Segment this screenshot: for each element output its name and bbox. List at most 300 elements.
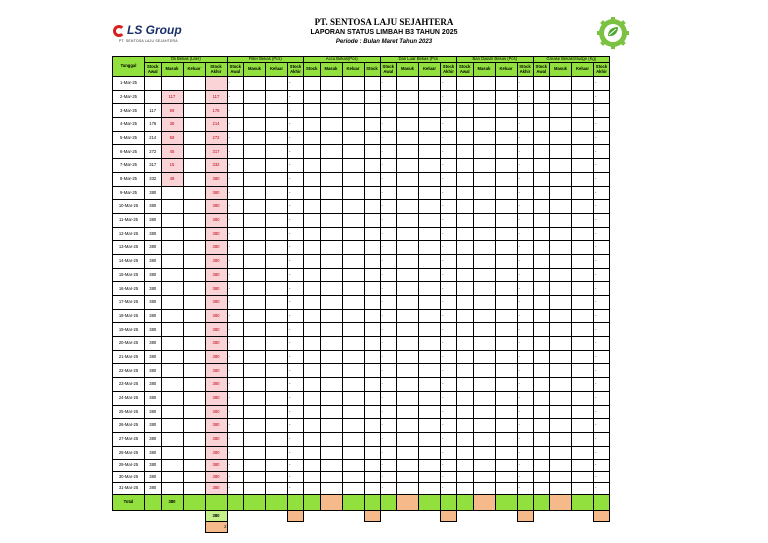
data-cell: - [227,90,244,104]
data-cell [304,131,321,145]
oil-stock-awal-cell: 380 [145,337,162,351]
data-cell: - [227,200,244,214]
data-cell: - [227,296,244,310]
date-cell: 29-Mar-25 [113,460,145,472]
empty-cell [457,510,474,521]
data-cell: - [594,296,610,310]
data-cell: - [441,172,457,186]
data-cell: - [517,296,533,310]
date-cell: 2-Mar-25 [113,90,145,104]
sub-header: Keluar [183,63,205,77]
data-cell: - [594,268,610,282]
table-row [113,104,610,118]
data-cell [419,364,441,378]
data-cell [244,145,266,159]
data-cell [550,309,572,323]
data-cell [397,227,419,241]
data-cell [364,296,380,310]
data-cell [572,378,594,392]
sub-header: Masuk [473,63,495,77]
data-cell: - [288,323,304,337]
oil-masuk-cell: 48 [161,172,183,186]
data-cell [342,131,364,145]
data-cell [304,145,321,159]
data-cell [457,268,474,282]
data-cell [550,77,572,91]
data-cell [572,268,594,282]
data-cell: - [227,145,244,159]
data-cell [320,391,342,405]
data-cell: - [227,432,244,446]
data-cell [397,378,419,392]
data-cell: - [227,227,244,241]
data-cell: - [594,337,610,351]
data-cell: - [288,104,304,118]
data-cell [364,446,380,460]
oil-masuk-cell: 15 [161,159,183,173]
data-cell [419,282,441,296]
data-cell [342,323,364,337]
oil-stock-awal-cell: 317 [145,159,162,173]
data-cell: - [288,186,304,200]
data-cell: - [517,323,533,337]
oil-keluar-cell [183,186,205,200]
data-cell [473,432,495,446]
oil-masuk-cell: 38 [161,118,183,132]
data-cell [572,213,594,227]
oil-stock-akhir-cell: 380 [205,227,227,241]
data-cell [473,419,495,433]
data-cell [244,227,266,241]
data-cell [266,378,288,392]
data-cell [419,460,441,472]
data-cell [320,364,342,378]
data-cell: - [517,172,533,186]
data-cell: - [380,145,397,159]
data-cell [550,213,572,227]
table-row [113,213,610,227]
oil-stock-awal-cell: 380 [145,364,162,378]
data-cell [495,378,517,392]
oil-stock-awal-cell: 380 [145,213,162,227]
data-cell [397,364,419,378]
data-cell [457,254,474,268]
data-cell [244,364,266,378]
sub-header: Stock [304,63,321,77]
table-row [113,432,610,446]
data-cell: - [380,471,397,483]
data-cell [304,378,321,392]
empty-cell [441,510,457,521]
data-cell [397,241,419,255]
data-cell [266,241,288,255]
data-cell: - [288,364,304,378]
data-cell: - [288,483,304,495]
oil-masuk-cell [161,378,183,392]
data-cell [572,145,594,159]
total-masuk-cell: 380 [161,494,183,510]
data-cell [457,159,474,173]
oil-stock-awal-cell: 380 [145,227,162,241]
data-cell [342,254,364,268]
data-cell [495,391,517,405]
data-cell: - [517,254,533,268]
data-cell [364,131,380,145]
oil-masuk-cell: 58 [161,131,183,145]
data-cell [304,432,321,446]
data-cell [572,227,594,241]
data-cell: - [380,350,397,364]
data-cell [342,309,364,323]
empty-cell [364,510,380,521]
sub-header: Stock Akhir [594,63,610,77]
oil-stock-akhir-cell: 380 [205,254,227,268]
sub-header: Stock Awal [457,63,474,77]
data-cell [244,159,266,173]
data-cell [572,104,594,118]
data-cell: - [380,309,397,323]
data-cell: - [288,172,304,186]
oil-masuk-cell: 117 [161,90,183,104]
data-cell: - [594,471,610,483]
data-cell [266,118,288,132]
data-cell [364,432,380,446]
data-cell [533,405,550,419]
date-cell: 6-Mar-25 [113,145,145,159]
oil-stock-akhir-cell: 380 [205,282,227,296]
data-cell [495,405,517,419]
data-cell [364,378,380,392]
data-cell: - [594,131,610,145]
data-cell [342,471,364,483]
data-cell [457,309,474,323]
data-cell [364,419,380,433]
total-cell [320,494,342,510]
data-cell: - [227,241,244,255]
data-cell [397,145,419,159]
data-cell: - [380,104,397,118]
data-cell [304,323,321,337]
oil-stock-awal-cell: 380 [145,282,162,296]
empty-cell [550,521,572,532]
data-cell [457,483,474,495]
total-row [113,494,610,510]
data-cell [266,460,288,472]
data-cell [266,268,288,282]
table-row [113,159,610,173]
data-cell [342,268,364,282]
date-cell: 8-Mar-25 [113,172,145,186]
data-cell: - [441,309,457,323]
data-cell [364,337,380,351]
data-cell [572,186,594,200]
data-cell [364,172,380,186]
data-cell: - [441,296,457,310]
data-cell [304,186,321,200]
data-cell [419,432,441,446]
data-cell [244,350,266,364]
empty-cell [397,521,419,532]
data-cell: - [594,432,610,446]
oil-stock-akhir-cell: 380 [205,350,227,364]
data-cell [550,145,572,159]
data-cell [550,460,572,472]
data-cell [473,337,495,351]
data-cell: - [227,77,244,91]
oil-stock-akhir-cell: 380 [205,186,227,200]
data-cell: - [227,419,244,433]
sub-header: Masuk [397,63,419,77]
data-cell: - [380,296,397,310]
data-cell [533,172,550,186]
oil-keluar-cell [183,227,205,241]
data-cell [342,391,364,405]
data-cell [495,282,517,296]
empty-cell [457,521,474,532]
oil-keluar-cell [183,296,205,310]
sub-header: Keluar [495,63,517,77]
data-cell [342,460,364,472]
data-cell [342,241,364,255]
data-cell [419,213,441,227]
data-cell [572,90,594,104]
data-cell: - [594,446,610,460]
data-cell [244,254,266,268]
data-cell [342,282,364,296]
data-cell [473,483,495,495]
data-cell [364,159,380,173]
date-column-header: Tanggal [113,57,145,77]
data-cell: - [227,350,244,364]
date-cell: 3-Mar-25 [113,104,145,118]
data-cell: - [594,104,610,118]
data-cell: - [594,323,610,337]
empty-cell [244,521,266,532]
data-cell [320,309,342,323]
oil-stock-awal-cell: 380 [145,254,162,268]
data-cell [244,118,266,132]
data-cell [244,90,266,104]
data-cell [244,460,266,472]
data-cell [304,77,321,91]
data-cell [419,391,441,405]
data-cell: - [227,405,244,419]
oil-masuk-cell [161,227,183,241]
data-cell: - [594,419,610,433]
date-cell: 31-Mar-25 [113,483,145,495]
table-row [113,364,610,378]
oil-stock-awal-cell: 380 [145,296,162,310]
logo-brand-text: LS Group [127,23,182,37]
data-cell [419,118,441,132]
data-cell [320,432,342,446]
data-cell [495,419,517,433]
date-cell: 18-Mar-25 [113,309,145,323]
data-cell [304,159,321,173]
data-cell [304,172,321,186]
table-row [113,200,610,214]
data-cell [364,471,380,483]
oil-stock-akhir-cell [205,77,227,91]
data-cell [320,77,342,91]
data-cell: - [380,460,397,472]
data-cell [419,309,441,323]
oil-stock-akhir-cell: 380 [205,172,227,186]
data-cell: - [227,268,244,282]
data-cell: - [517,471,533,483]
data-cell: - [441,471,457,483]
data-cell [266,483,288,495]
date-cell: 16-Mar-25 [113,282,145,296]
oil-keluar-cell [183,337,205,351]
data-cell [244,391,266,405]
empty-cell [380,510,397,521]
sub-header: Masuk [161,63,183,77]
date-cell: 28-Mar-25 [113,446,145,460]
oil-stock-akhir-cell: 380 [205,391,227,405]
data-cell: - [441,268,457,282]
data-cell: - [441,118,457,132]
data-cell: - [288,419,304,433]
data-cell [572,337,594,351]
data-cell: - [288,254,304,268]
data-cell [533,364,550,378]
data-cell [342,90,364,104]
oil-stock-akhir-cell: 176 [205,104,227,118]
total-cell [304,494,321,510]
oil-keluar-cell [183,446,205,460]
oil-keluar-cell [183,350,205,364]
data-cell [457,378,474,392]
data-cell: - [441,254,457,268]
data-cell: - [380,337,397,351]
data-cell [266,350,288,364]
data-cell: - [380,186,397,200]
data-cell: - [288,118,304,132]
data-cell [304,309,321,323]
empty-cell [145,521,162,532]
sub-header: Stock Awal [380,63,397,77]
data-cell [364,227,380,241]
sub-header: Masuk [244,63,266,77]
data-cell [572,254,594,268]
data-cell [266,186,288,200]
data-cell [457,145,474,159]
data-cell [342,159,364,173]
oil-stock-akhir-cell: 380 [205,419,227,433]
data-cell [266,446,288,460]
total-cell [145,494,162,510]
data-cell [495,186,517,200]
data-cell [397,77,419,91]
group-header: Grease Bekas/Sludge (Kg) [533,57,610,63]
table-row [113,145,610,159]
data-cell [419,446,441,460]
data-cell [533,378,550,392]
data-cell: - [594,483,610,495]
sub-header: Keluar [419,63,441,77]
oil-masuk-cell [161,405,183,419]
data-cell [244,432,266,446]
data-cell [266,309,288,323]
data-cell [495,268,517,282]
data-cell [495,90,517,104]
data-cell [364,241,380,255]
oil-masuk-cell [161,471,183,483]
data-cell [457,172,474,186]
data-cell [266,213,288,227]
data-cell [304,364,321,378]
data-cell [397,104,419,118]
data-cell: - [594,309,610,323]
data-cell [304,296,321,310]
data-cell [397,254,419,268]
data-cell: - [517,90,533,104]
total-cell [227,494,244,510]
data-cell: - [288,77,304,91]
data-cell [533,104,550,118]
data-cell: - [380,432,397,446]
data-cell [364,254,380,268]
data-cell: - [594,378,610,392]
data-cell: - [441,460,457,472]
data-cell: - [380,77,397,91]
sub-header: Stock Awal [533,63,550,77]
oil-keluar-cell [183,104,205,118]
oil-masuk-cell [161,268,183,282]
data-cell [304,483,321,495]
data-cell [266,323,288,337]
data-cell [473,296,495,310]
data-cell [419,172,441,186]
table-row [113,337,610,351]
table-row [113,254,610,268]
data-cell [457,419,474,433]
data-cell [533,118,550,132]
oil-keluar-cell [183,391,205,405]
empty-cell [227,510,244,521]
data-cell [266,432,288,446]
data-cell [473,172,495,186]
oil-stock-awal-cell: 272 [145,145,162,159]
oil-masuk-cell [161,296,183,310]
data-cell [342,213,364,227]
oil-stock-awal-cell: 380 [145,268,162,282]
sub-header: Keluar [266,63,288,77]
data-cell: - [517,213,533,227]
data-cell [457,337,474,351]
data-cell [457,200,474,214]
data-cell [397,323,419,337]
oil-keluar-cell [183,323,205,337]
data-cell: - [288,471,304,483]
data-cell [495,172,517,186]
total-cell [594,494,610,510]
data-cell [572,405,594,419]
data-cell: - [441,350,457,364]
data-cell [266,282,288,296]
data-cell [495,364,517,378]
data-cell: - [517,309,533,323]
data-cell [397,159,419,173]
data-cell [533,337,550,351]
data-cell [550,186,572,200]
data-cell: - [517,337,533,351]
empty-cell [304,510,321,521]
data-cell [244,268,266,282]
data-cell: - [288,159,304,173]
data-cell [397,405,419,419]
